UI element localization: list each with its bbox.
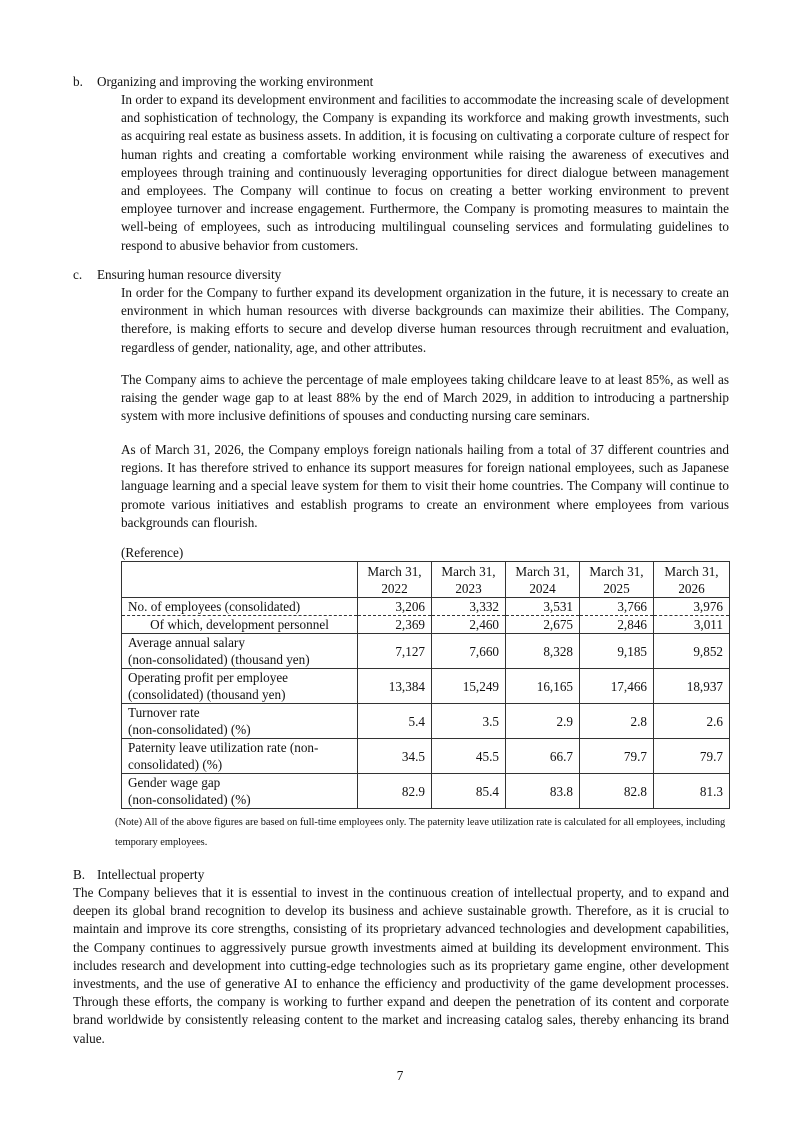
table-cell: 7,127 xyxy=(358,634,432,669)
section-b-heading xyxy=(73,73,373,91)
table-cell: 2.6 xyxy=(654,704,730,739)
section-b-paragraph: In order to expand its development environment and facilities to accommodate the increasing scale of development and sophistication of technology, the Company is expanding its workforce and making growth investments, such as acquiring real estate as business assets. In addition, it is focusing on cultivating a corporate culture of respect for human rights and creating a comfortable working environment while raising the awareness of executives and employees through training and continuously leveraging opportunities for direct dialogue between management and employees. The Company will continue to focus on creating a better working environment to prevent employee turnover and increase engagement. Furthermore, the Company is promoting measures to maintain the well-being of employees, such as introducing multilingual counseling services and formulating guidelines to respond to abusive behavior from customers. xyxy=(121,92,729,253)
section-B-heading xyxy=(73,866,204,884)
table-cell: 45.5 xyxy=(432,739,506,774)
page-number: 7 xyxy=(396,1068,404,1083)
section-c-paragraph-3: As of March 31, 2026, the Company employs foreign nationals hailing from a total of 37 different countries and regions. It has therefore strived to enhance its support measures for foreign national employees, such as Japanese language learning and a special leave system for them to visit their home countries. The Company will continue to promote various initiatives and establish programs to create an environment where employees from various backgrounds can flourish. xyxy=(121,442,729,530)
table-cell: 83.8 xyxy=(506,774,580,809)
table-caption: (Reference) xyxy=(121,545,184,560)
column-header: March 31, 2023 xyxy=(432,562,506,598)
row-label: Average annual salary (non-consolidated) (thousand yen) xyxy=(122,634,358,669)
section-B-marker: B. xyxy=(73,867,86,882)
row-label: No. of employees (consolidated) xyxy=(122,598,358,616)
row-label: Operating profit per employee (consolidated) (thousand yen) xyxy=(122,669,358,704)
column-header: March 31, 2026 xyxy=(654,562,730,598)
row-label: Gender wage gap (non-consolidated) (%) xyxy=(122,774,358,809)
row-label: Turnover rate (non-consolidated) (%) xyxy=(122,704,358,739)
table-cell: 17,466 xyxy=(580,669,654,704)
table-row xyxy=(122,616,730,634)
reference-table xyxy=(121,561,730,809)
section-c-paragraph-2: The Company aims to achieve the percentage of male employees taking childcare leave to at least 85%, as well as raising the gender wage gap to at least 88% by the end of March 2029, in addition to introducing a partnership system with more inclusive definitions of spouses and conducting nursing care seminars. xyxy=(121,372,729,424)
table-cell: 79.7 xyxy=(654,739,730,774)
table-row xyxy=(122,739,730,774)
table-cell: 3.5 xyxy=(432,704,506,739)
table-cell: 82.8 xyxy=(580,774,654,809)
table-cell: 3,206 xyxy=(358,598,432,616)
table-cell: 18,937 xyxy=(654,669,730,704)
table-cell: 3,531 xyxy=(506,598,580,616)
table-row xyxy=(122,598,730,616)
section-B-title: Intellectual property xyxy=(97,867,205,882)
table-cell: 2,460 xyxy=(432,616,506,634)
column-header: March 31, 2024 xyxy=(506,562,580,598)
section-c-paragraph-1: In order for the Company to further expand its development organization in the future, it is necessary to create an environment in which human resources with diverse backgrounds can maximize their abilities. The Company, therefore, is making efforts to secure and develop diverse human resources through recruitment and evaluation, regardless of gender, nationality, age, and other attributes. xyxy=(121,285,729,355)
table-cell: 3,332 xyxy=(432,598,506,616)
table-cell: 66.7 xyxy=(506,739,580,774)
table-note: (Note) All of the above figures are based on full-time employees only. The paternity leave utilization rate is calculated for all employees, including temporary employees. xyxy=(115,817,726,848)
table-cell: 2,369 xyxy=(358,616,432,634)
table-cell: 8,328 xyxy=(506,634,580,669)
table-cell: 79.7 xyxy=(580,739,654,774)
table-cell: 13,384 xyxy=(358,669,432,704)
row-label: Of which, development personnel xyxy=(122,616,358,634)
section-c-title: Ensuring human resource diversity xyxy=(97,267,282,282)
table-cell: 3,766 xyxy=(580,598,654,616)
section-c-heading xyxy=(73,266,281,284)
column-header: March 31, 2022 xyxy=(358,562,432,598)
table-row xyxy=(122,774,730,809)
table-cell: 16,165 xyxy=(506,669,580,704)
row-label: Paternity leave utilization rate (non- consolidated) (%) xyxy=(122,739,358,774)
section-b-marker: b. xyxy=(73,74,83,89)
section-B-paragraph: The Company believes that it is essential to invest in the continuous creation of intellectual property, and to expand and deepen its global brand recognition to develop its business and achieve sustainable growth. Therefore, as it is crucial to maintain and improve its core strengths, consisting of its proprietary advanced technologies and development capabilities, the Company continues to aggressively pursue growth investments aimed at building its development environment. This includes research and development into cutting-edge technologies such as its proprietary game engine, other development investments, and the use of generative AI to enhance the efficiency and productivity of the game development processes. Through these efforts, the company is working to further expand and deepen the penetration of its content and corporate brand worldwide by consistently releasing content to the market and increasing catalog sales, thereby enhancing its brand value. xyxy=(73,885,729,1046)
table-cell: 3,011 xyxy=(654,616,730,634)
table-cell: 34.5 xyxy=(358,739,432,774)
table-cell: 3,976 xyxy=(654,598,730,616)
table-cell: 85.4 xyxy=(432,774,506,809)
section-c-marker: c. xyxy=(73,267,83,282)
table-cell: 81.3 xyxy=(654,774,730,809)
table-cell: 5.4 xyxy=(358,704,432,739)
table-cell: 2.9 xyxy=(506,704,580,739)
table-cell: 7,660 xyxy=(432,634,506,669)
table-row xyxy=(122,669,730,704)
table-cell: 15,249 xyxy=(432,669,506,704)
header-blank-cell xyxy=(122,562,358,598)
table-header-row xyxy=(122,562,730,598)
table-row xyxy=(122,704,730,739)
column-header: March 31, 2025 xyxy=(580,562,654,598)
table-cell: 82.9 xyxy=(358,774,432,809)
table-cell: 9,852 xyxy=(654,634,730,669)
table-cell: 2,846 xyxy=(580,616,654,634)
table-row xyxy=(122,634,730,669)
table-cell: 9,185 xyxy=(580,634,654,669)
table-cell: 2.8 xyxy=(580,704,654,739)
table-cell: 2,675 xyxy=(506,616,580,634)
section-b-title: Organizing and improving the working environment xyxy=(97,74,374,89)
